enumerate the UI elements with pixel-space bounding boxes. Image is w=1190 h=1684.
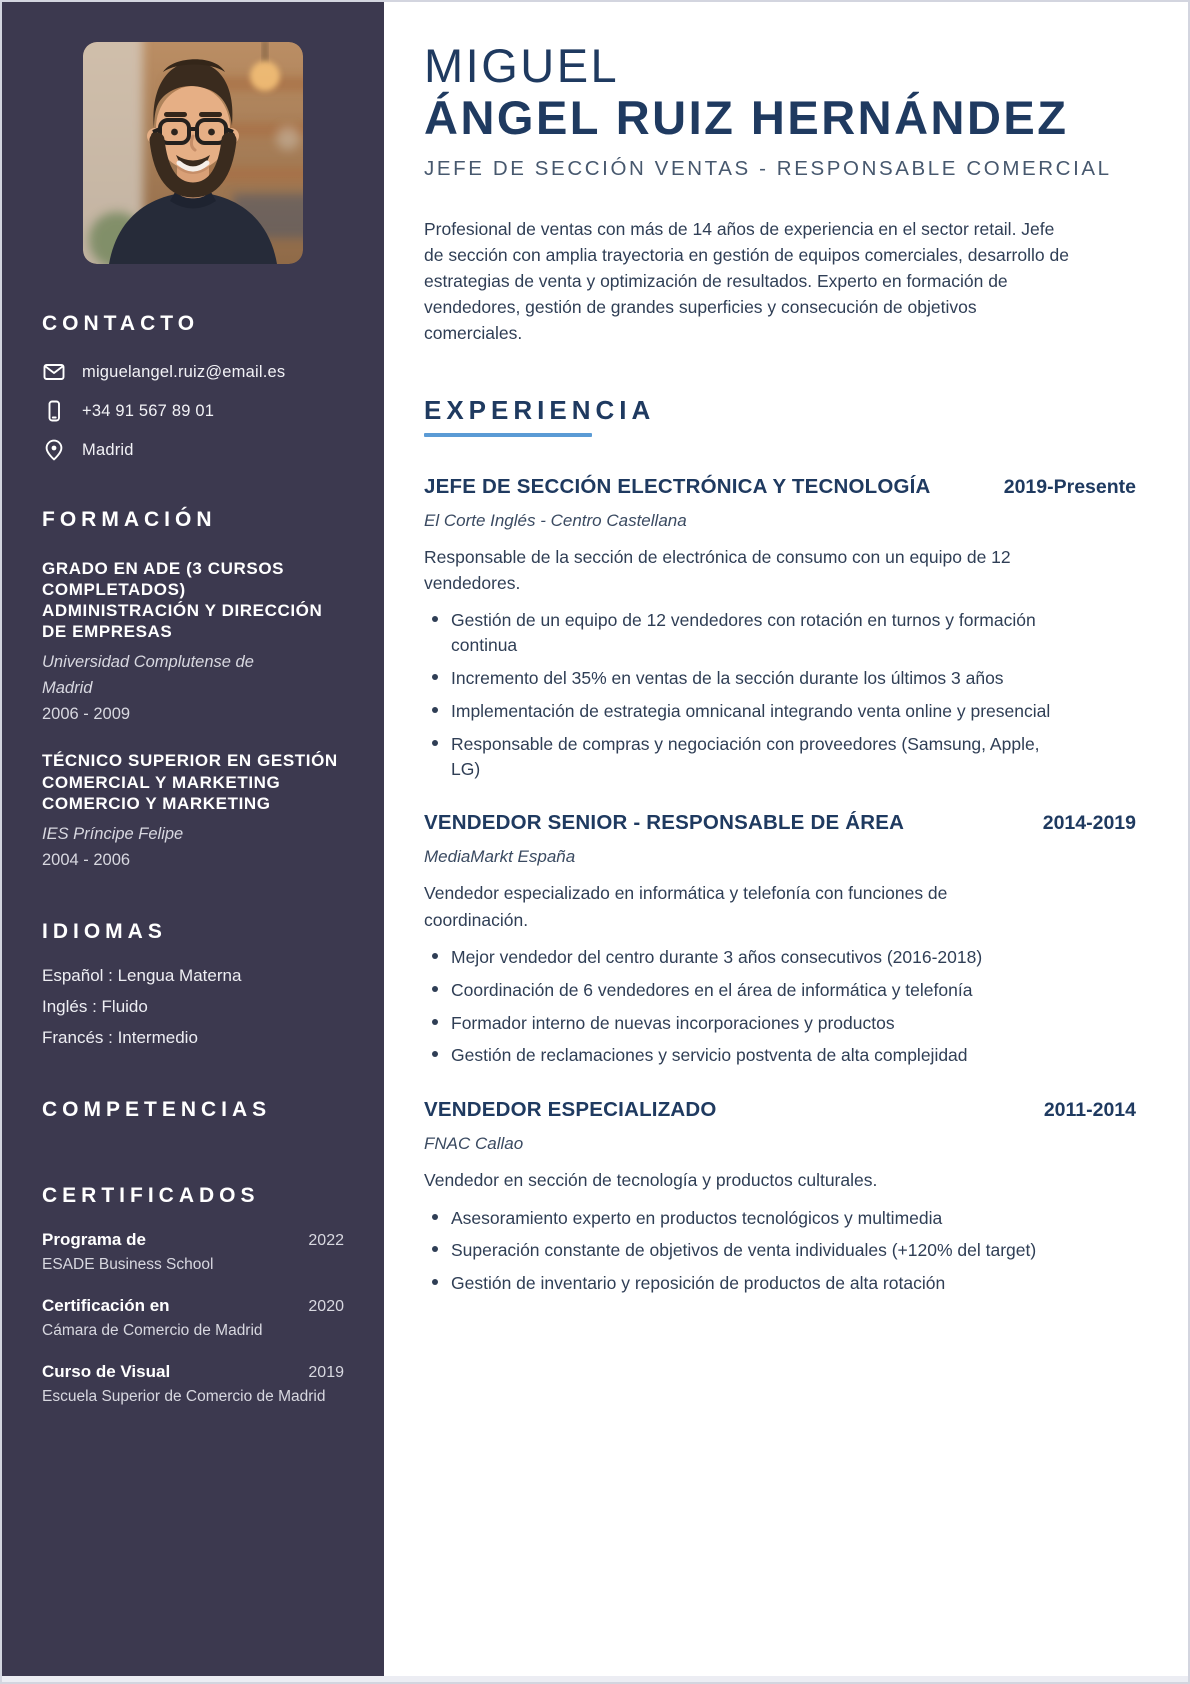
job-company: El Corte Inglés - Centro Castellana bbox=[424, 510, 687, 530]
certificate-entry bbox=[42, 1362, 344, 1406]
language-item: Francés : Intermedio bbox=[42, 1028, 198, 1048]
job-bullet: Implementación de estrategia omnicanal integrando venta online y presencial bbox=[424, 699, 1064, 724]
education-entry bbox=[42, 750, 344, 870]
job-entry bbox=[424, 811, 1164, 1068]
job-bullet: Formador interno de nuevas incorporaciones y productos bbox=[424, 1011, 1064, 1036]
job-description: Responsable de la sección de electrónica de consumo con un equipo de 12 vendedores. bbox=[424, 546, 1011, 594]
job-title: VENDEDOR ESPECIALIZADO bbox=[424, 1098, 717, 1122]
certificate-org: Escuela Superior de Comercio de Madrid bbox=[42, 1388, 326, 1406]
certificates-section bbox=[42, 1184, 344, 1406]
sidebar bbox=[2, 2, 384, 1682]
job-bullet-list bbox=[424, 608, 1064, 781]
language-item: Inglés : Fluido bbox=[42, 997, 148, 1017]
job-description: Vendedor especializado en informática y telefonía con funciones de coordinación. bbox=[424, 883, 948, 930]
certificate-year: 2019 bbox=[308, 1364, 344, 1382]
job-dates: 2014-2019 bbox=[1042, 812, 1136, 835]
contact-item-location bbox=[42, 438, 344, 462]
contact-section bbox=[42, 312, 344, 462]
contact-email-value: miguelangel.ruiz@email.es bbox=[82, 362, 286, 381]
resume-page bbox=[2, 2, 1188, 1682]
job-bullet: Coordinación de 6 vendedores en el área de informática y telefonía bbox=[424, 978, 1064, 1003]
job-bullet: Incremento del 35% en ventas de la sección durante los últimos 3 años bbox=[424, 666, 1064, 691]
job-bullet: Asesoramiento experto en productos tecnológicos y multimedia bbox=[424, 1206, 1064, 1231]
job-company: MediaMarkt España bbox=[424, 847, 576, 867]
certificate-year: 2022 bbox=[308, 1232, 344, 1250]
experience-heading: EXPERIENCIA bbox=[424, 394, 656, 425]
job-bullet: Responsable de compras y negociación con proveedores (Samsung, Apple, LG) bbox=[424, 732, 1064, 782]
competencies-section bbox=[42, 1098, 344, 1122]
header bbox=[424, 40, 1164, 181]
job-bullet: Gestión de inventario y reposición de productos de alta rotación bbox=[424, 1271, 1064, 1296]
job-entry bbox=[424, 1098, 1164, 1296]
job-entry bbox=[424, 475, 1164, 782]
contact-heading: CONTACTO bbox=[42, 312, 200, 335]
experience-underline bbox=[424, 433, 592, 437]
job-title: JEFE DE SECCIÓN ELECTRÓNICA Y TECNOLOGÍA bbox=[424, 474, 931, 498]
location-icon bbox=[42, 438, 66, 462]
certificate-name: Certificación en bbox=[42, 1296, 170, 1316]
contact-item-email bbox=[42, 360, 344, 384]
education-school: IES Príncipe Felipe bbox=[42, 824, 184, 843]
certificate-year: 2020 bbox=[308, 1298, 344, 1316]
job-bullet: Gestión de reclamaciones y servicio postventa de alta complejidad bbox=[424, 1043, 1064, 1068]
education-school: Universidad Complutense de Madrid bbox=[42, 653, 254, 697]
job-dates: 2011-2014 bbox=[1043, 1099, 1136, 1122]
mail-icon bbox=[42, 360, 66, 384]
education-heading: FORMACIÓN bbox=[42, 508, 217, 531]
phone-icon bbox=[42, 399, 66, 423]
experience-section bbox=[424, 395, 1164, 1296]
name-first-line: MIGUEL bbox=[424, 39, 620, 92]
main-content bbox=[384, 2, 1188, 1682]
profile-photo-illustration bbox=[83, 42, 303, 264]
certificate-entry bbox=[42, 1296, 344, 1340]
certificate-org: Cámara de Comercio de Madrid bbox=[42, 1322, 263, 1340]
certificates-heading: CERTIFICADOS bbox=[42, 1184, 260, 1208]
profile-photo bbox=[83, 42, 303, 264]
certificate-name: Programa de bbox=[42, 1230, 146, 1250]
language-item: Español : Lengua Materna bbox=[42, 966, 242, 986]
name-last-line: ÁNGEL RUIZ HERNÁNDEZ bbox=[424, 90, 1069, 144]
job-bullet-list bbox=[424, 1206, 1064, 1297]
education-title: TÉCNICO SUPERIOR EN GESTIÓN COMERCIAL Y MARKETING COMERCIO Y MARKETING bbox=[42, 751, 338, 813]
education-section bbox=[42, 508, 344, 870]
page-title bbox=[424, 40, 1164, 143]
education-years: 2004 - 2006 bbox=[42, 851, 131, 870]
contact-phone-value: +34 91 567 89 01 bbox=[82, 401, 215, 420]
languages-section bbox=[42, 920, 344, 1048]
certificate-org: ESADE Business School bbox=[42, 1256, 214, 1274]
competencies-heading: COMPETENCIAS bbox=[42, 1098, 272, 1122]
job-bullet: Gestión de un equipo de 12 vendedores con rotación en turnos y formación continua bbox=[424, 608, 1064, 658]
profile-summary: Profesional de ventas con más de 14 años de experiencia en el sector retail. Jefe de sección con amplia trayectoria en gestión de equipos comerciales, desarrollo de estrategias de venta y optimización de resultados. Experto en formación de vendedores, gestión de grandes superficies y consecución de objetivos comerciales. bbox=[424, 219, 1069, 343]
job-bullet: Superación constante de objetivos de venta individuales (+120% del target) bbox=[424, 1238, 1064, 1263]
page-bottom-edge bbox=[2, 1676, 1188, 1682]
contact-item-phone bbox=[42, 399, 344, 423]
education-entry bbox=[42, 558, 344, 724]
contact-location-value: Madrid bbox=[82, 440, 134, 459]
job-bullet-list bbox=[424, 945, 1064, 1068]
job-subtitle: JEFE DE SECCIÓN VENTAS - RESPONSABLE COMERCIAL bbox=[424, 157, 1112, 181]
education-title: GRADO EN ADE (3 CURSOS COMPLETADOS) ADMINISTRACIÓN Y DIRECCIÓN DE EMPRESAS bbox=[42, 559, 323, 642]
languages-heading: IDIOMAS bbox=[42, 920, 167, 944]
job-company: FNAC Callao bbox=[424, 1134, 524, 1154]
job-bullet: Mejor vendedor del centro durante 3 años consecutivos (2016-2018) bbox=[424, 945, 1064, 970]
job-title: VENDEDOR SENIOR - RESPONSABLE DE ÁREA bbox=[424, 811, 905, 835]
certificate-name: Curso de Visual bbox=[42, 1362, 171, 1382]
experience-heading-block bbox=[424, 395, 1164, 437]
job-description: Vendedor en sección de tecnología y productos culturales. bbox=[424, 1170, 878, 1191]
job-dates: 2019-Presente bbox=[1003, 475, 1136, 498]
education-years: 2006 - 2009 bbox=[42, 705, 131, 724]
certificate-entry bbox=[42, 1230, 344, 1274]
